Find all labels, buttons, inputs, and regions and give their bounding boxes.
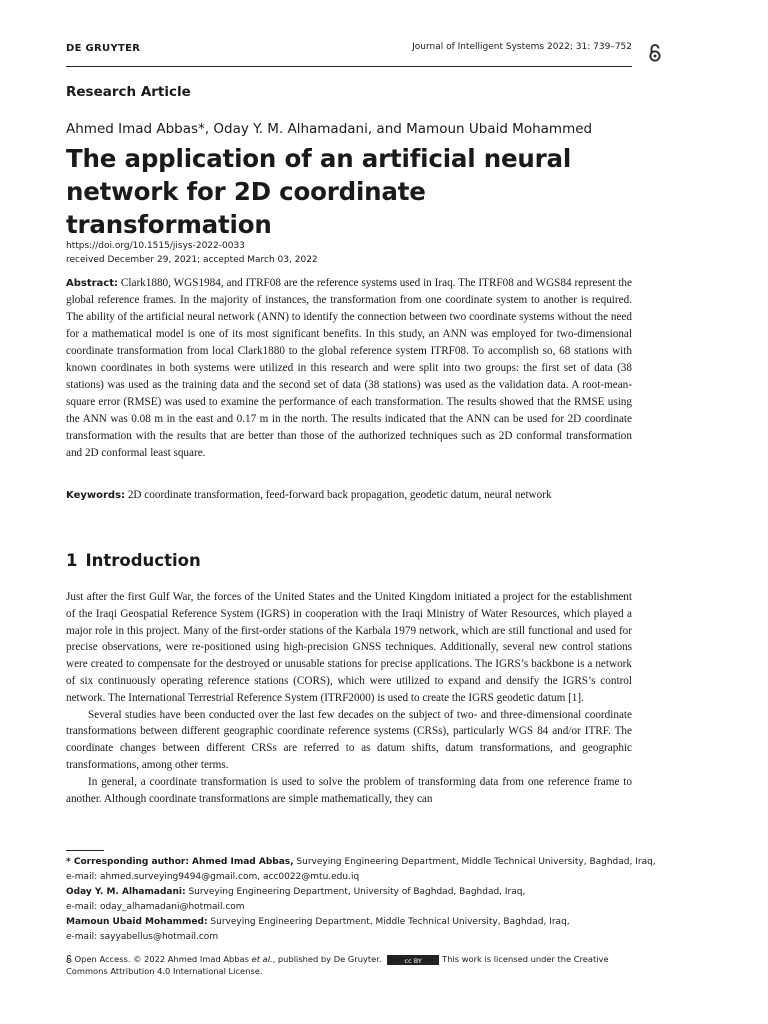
footnote-label: Mamoun Ubaid Mohammed: [66, 917, 208, 927]
license-statement [66, 953, 632, 977]
footnote-label: Oday Y. M. Alhamadani: [66, 887, 186, 897]
journal-citation: Journal of Intelligent Systems 2022; 31: 739–752 [412, 42, 632, 52]
doi-link[interactable]: https://doi.org/10.1515/jisys-2022-0033 [66, 241, 245, 251]
footnote-divider [66, 850, 104, 851]
keywords-label: Keywords: [66, 490, 126, 501]
section-heading [66, 551, 201, 570]
keywords [66, 487, 632, 504]
section-title: Introduction [85, 551, 201, 570]
footnote-line [66, 885, 632, 900]
paper-page [66, 0, 656, 1024]
publisher-name: DE GRUYTER [66, 43, 141, 54]
footnote-line [66, 855, 656, 870]
running-header [66, 40, 632, 67]
paper-title: The application of an artificial neural network for 2D coordinate transformation [66, 144, 572, 239]
license-etal: et al. [251, 954, 273, 964]
author-footnotes [66, 855, 656, 945]
cc-by-badge[interactable]: cc BY [387, 955, 439, 965]
footnote-line [66, 930, 632, 945]
body-paragraph: In general, a coordinate transformation is used to solve the problem of transforming data from one reference frame to another. Although coordinate transformations are simple mathematically, they can [66, 775, 632, 805]
author-list: Ahmed Imad Abbas*, Oday Y. M. Alhamadani, and Mamoun Ubaid Mohammed [66, 121, 593, 137]
license-prefix: Open Access. © 2022 Ahmed Imad Abbas [74, 954, 252, 964]
keywords-text: 2D coordinate transformation, feed-forward back propagation, geodetic datum, neural network [127, 489, 552, 501]
introduction-body [66, 589, 632, 807]
footnote-text: Surveying Engineering Department, Middle Technical University, Baghdad, Iraq, [293, 857, 656, 867]
license-text: This work is licensed under the Creative Commons Attribution 4.0 International License. [66, 954, 609, 976]
body-paragraph: Several studies have been conducted over the last few decades on the subject of two- and three-dimensional coordinate transformations between different geographic coordinate reference systems (CRSs), particularly WGS 84 and/or ITRF. The coordinate changes between different CRSs are referred to as datum shifts, datum transformations, and geographic transformations, among other terms. [66, 708, 632, 771]
abstract-label: Abstract: [66, 278, 119, 289]
license-publisher: , published by De Gruyter. [272, 954, 382, 964]
footnote-line [66, 870, 632, 885]
article-type: Research Article [66, 84, 191, 100]
footnote-line [66, 900, 632, 915]
article-meta [66, 239, 318, 267]
body-paragraph: Just after the first Gulf War, the forces of the United States and the United Kingdom initiated a project for the establishment of the Iraqi Geospatial Reference System (IGRS) in cooperation with the Iraqi Ministry of Water Resources, which played a major role in this project. Many of the first-order stations of the Karbala 1979 network, which are still functional and used for precise observations, were re-positioned using high-precision GNSS techniques. Additionally, several new control stations were created to compensate for the destroyed or unusable stations for precise applications. The IGRS’s backbone is a network of six continuously operating reference stations (CORS), which were utilized to expand and densify the IGRS’s control network. The International Terrestrial Reference System (ITRF2000) is used to create the IGRS geodetic datum [1]. [66, 591, 632, 704]
footnote-label: * Corresponding author: Ahmed Imad Abbas, [66, 857, 294, 867]
footnote-line [66, 915, 632, 930]
section-number: 1 [66, 551, 78, 570]
open-access-icon [66, 955, 72, 963]
footnote-email: e-mail: ahmed.surveying9494@gmail.com, acc0022@mtu.edu.iq [66, 872, 360, 882]
open-access-icon [648, 44, 662, 62]
abstract [66, 275, 632, 462]
abstract-text: Clark1880, WGS1984, and ITRF08 are the reference systems used in Iraq. The ITRF08 and WGS84 represent the global reference frames. In the majority of instances, the transformation from one coordinate system to another is required. The ability of the artificial neural network (ANN) to identify the connection between two coordinate systems without the need for a mathematical model is one of its most significant benefits. In this study, an ANN was employed for two-dimensional coordinate transformation from local Clark1880 to the global reference system ITRF08. To accomplish so, 68 stations with known coordinates in both systems were utilized in this research and were split into two groups: the first set of data (38 stations) was used as the training data and the second set of data (38 stations) was used as the validation data. A root-mean-square error (RMSE) was used to examine the performance of each transformation. The results showed that the RMSE using the ANN was 0.08 m in the east and 0.17 m in the north. The results indicated that the ANN can be used for 2D coordinate transformation with the results that are better than those of the authorized techniques such as 2D conformal transformation and 2D conformal least square. [66, 277, 632, 459]
footnote-text: Surveying Engineering Department, Middle Technical University, Baghdad, Iraq, [207, 917, 570, 927]
received-accepted-dates: received December 29, 2021; accepted March 03, 2022 [66, 255, 318, 265]
footnote-text: Surveying Engineering Department, University of Baghdad, Baghdad, Iraq, [185, 887, 526, 897]
footnote-email: e-mail: sayyabellus@hotmail.com [66, 932, 219, 942]
footnote-email: e-mail: oday_alhamadani@hotmail.com [66, 902, 245, 912]
